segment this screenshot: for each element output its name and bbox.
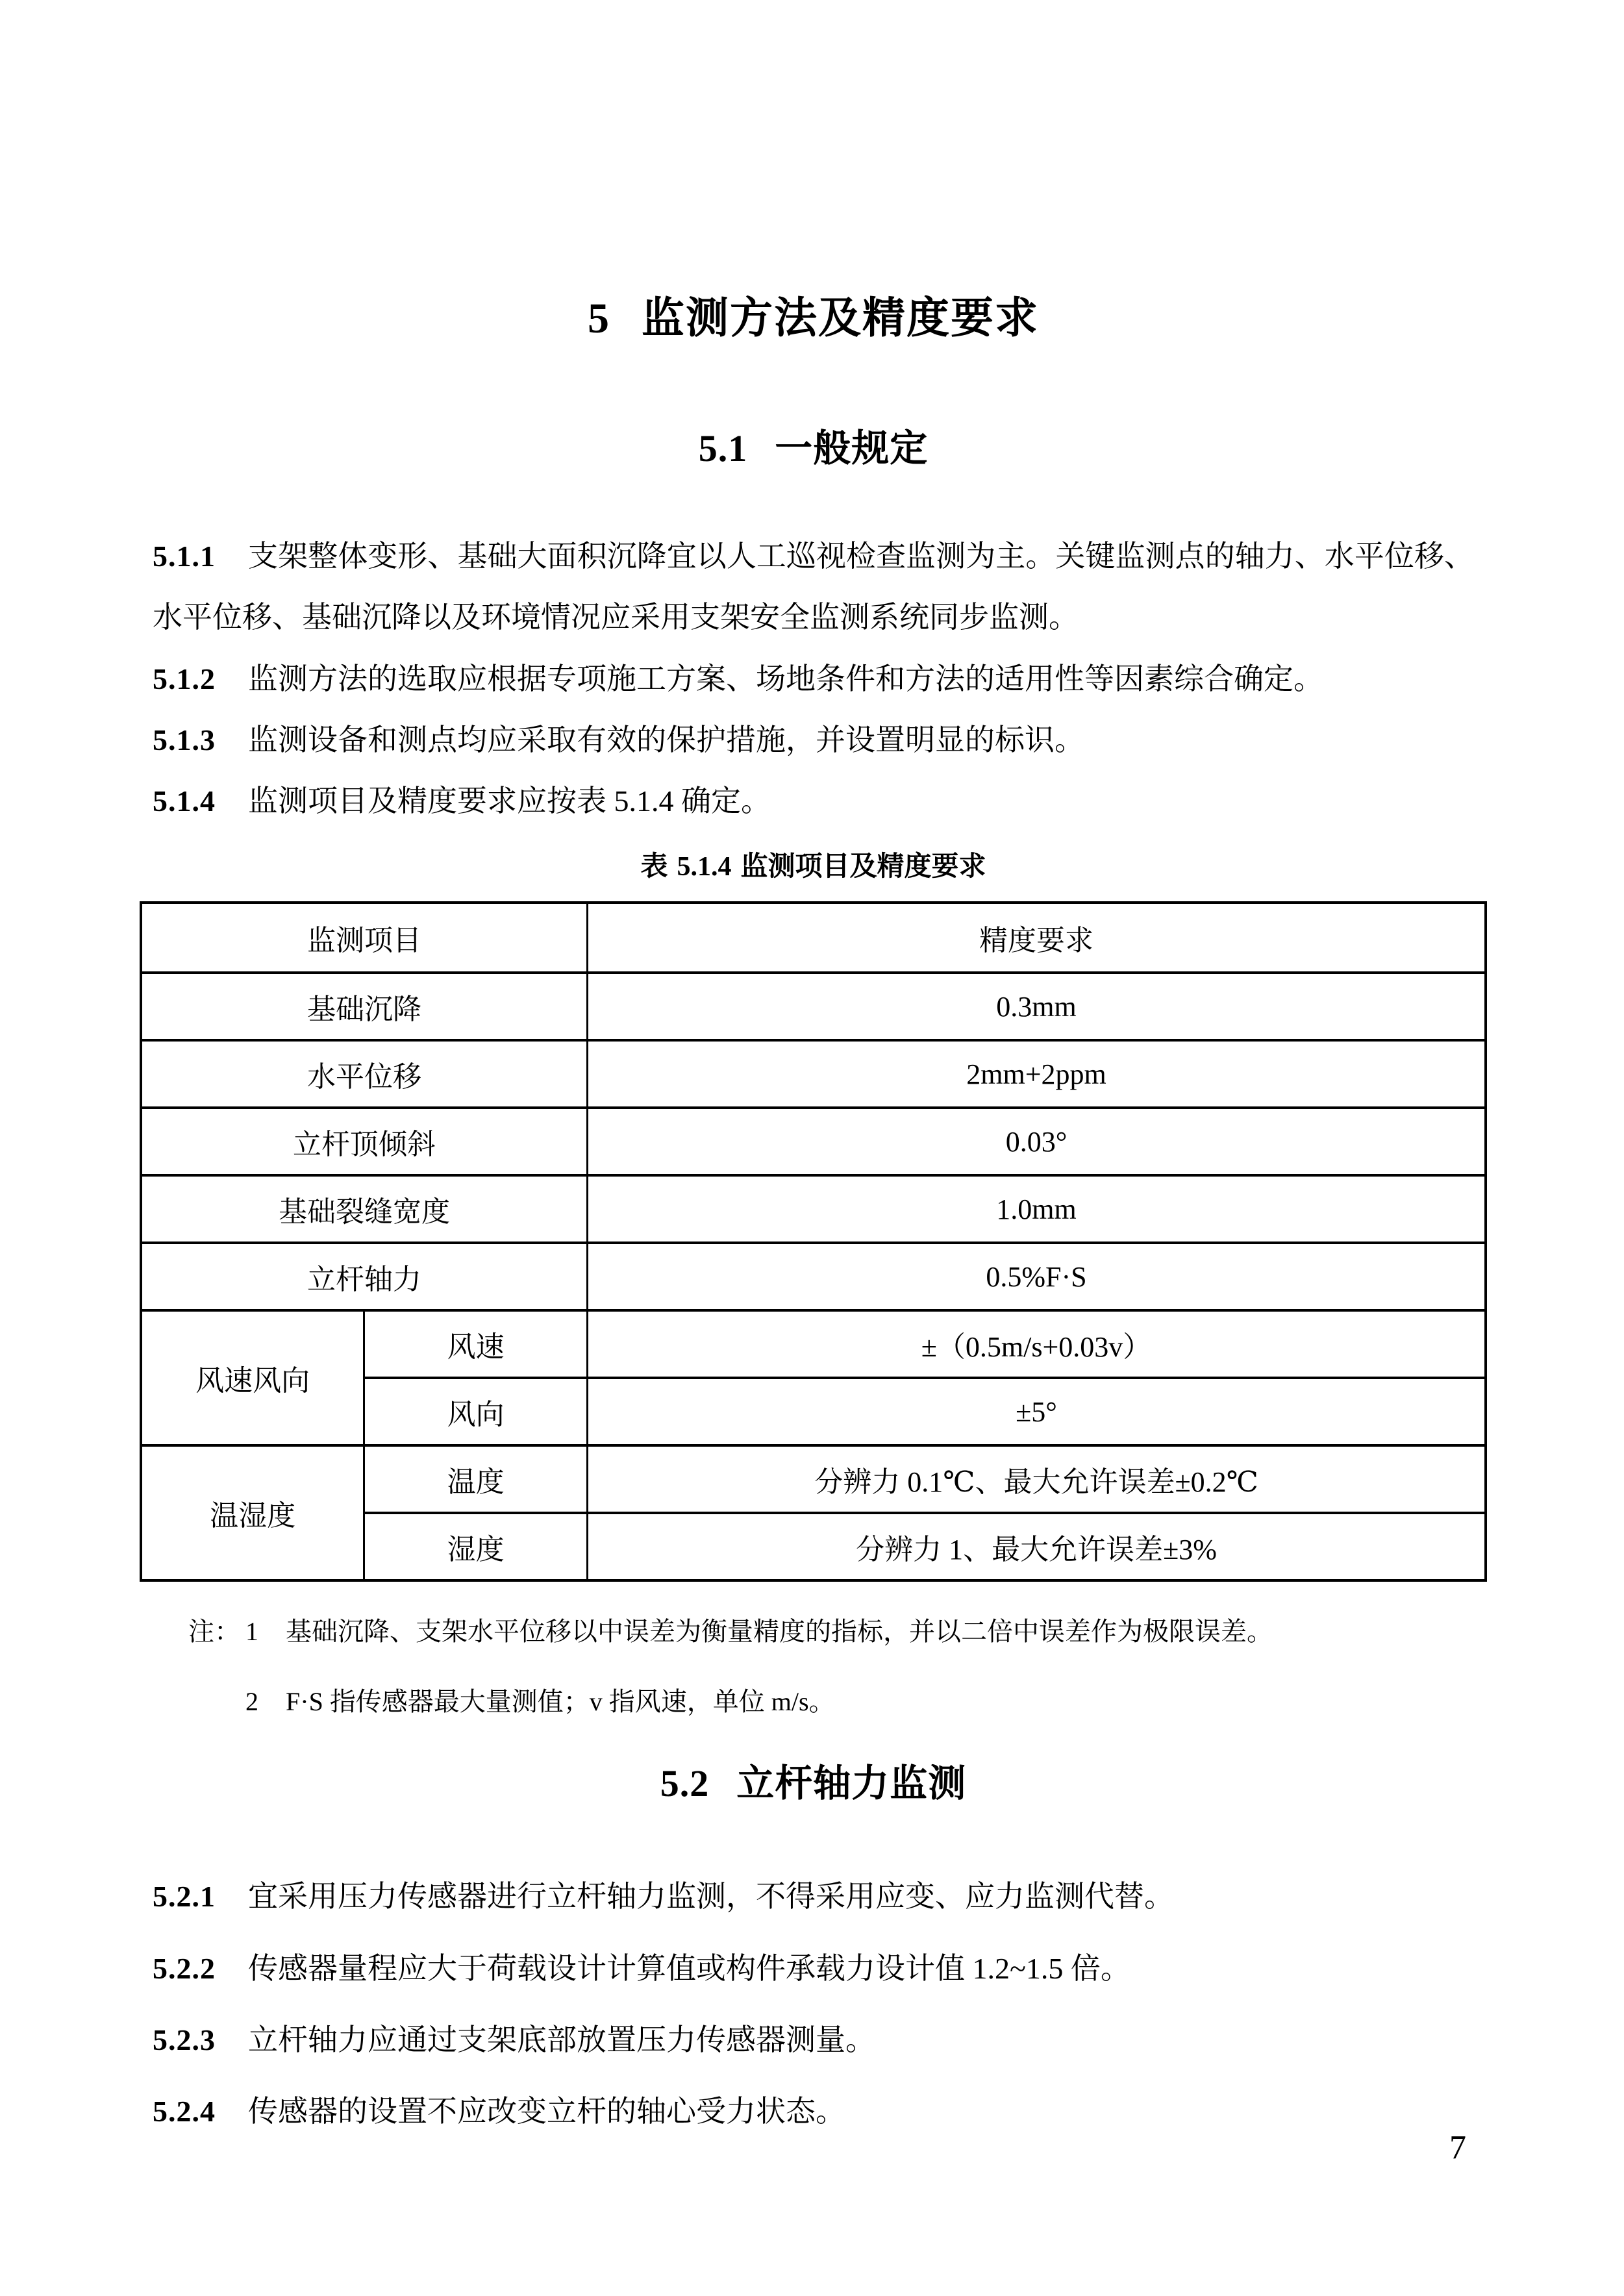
- note-label: 注：: [188, 1617, 240, 1647]
- section-5-2-number: 5.2: [660, 1762, 710, 1805]
- section-5-2-clauses: [153, 1866, 1474, 2142]
- table-note-2: [188, 1679, 1474, 1725]
- clause-5-1-2-number: 5.1.2: [153, 662, 216, 695]
- clause-5-2-4-number: 5.2.4: [153, 2095, 216, 2128]
- chapter-title: 监测方法及精度要求: [642, 295, 1039, 342]
- cell-sub-item: 风向: [364, 1378, 588, 1445]
- table-note-1: [188, 1609, 1474, 1654]
- cell-req: 0.03°: [588, 1108, 1486, 1175]
- page-number: 7: [1449, 2129, 1466, 2166]
- chapter-heading: [153, 291, 1474, 347]
- table-header-row: [141, 903, 1486, 973]
- chapter-number: 5: [588, 295, 610, 342]
- clause-5-1-3-number: 5.1.3: [153, 723, 216, 756]
- section-5-1-clauses: [153, 526, 1474, 832]
- table-row-temperature: [141, 1445, 1486, 1513]
- cell-req: 1.0mm: [588, 1175, 1486, 1243]
- cell-req: 分辨力 1、最大允许误差±3%: [588, 1513, 1486, 1580]
- precision-requirements-table: [140, 901, 1487, 1582]
- cell-sub-item: 温度: [364, 1445, 588, 1513]
- clause-5-1-3: [153, 710, 1474, 771]
- clause-5-2-2: [153, 1938, 1474, 1999]
- cell-item: 水平位移: [141, 1040, 588, 1108]
- header-cell-item: 监测项目: [141, 903, 588, 973]
- clause-5-1-2-text: 监测方法的选取应根据专项施工方案、场地条件和方法的适用性等因素综合确定。: [248, 662, 1323, 695]
- clause-5-2-3: [153, 2010, 1474, 2071]
- group-cell-temp-humidity: 温湿度: [141, 1445, 364, 1580]
- section-5-1-heading: [153, 423, 1474, 474]
- table-row-settlement: [141, 973, 1486, 1040]
- clause-5-1-3-text: 监测设备和测点均应采取有效的保护措施，并设置明显的标识。: [248, 723, 1084, 756]
- cell-item: 基础沉降: [141, 973, 588, 1040]
- clause-5-2-4: [153, 2081, 1474, 2142]
- table-caption-number: 5.1.4: [677, 851, 732, 882]
- clause-5-1-4-text: 监测项目及精度要求应按表 5.1.4 确定。: [248, 784, 771, 818]
- section-5-2-heading: [153, 1758, 1474, 1809]
- header-cell-req: 精度要求: [588, 903, 1486, 973]
- clause-5-2-1: [153, 1866, 1474, 1927]
- note-2-number: 2: [245, 1687, 258, 1717]
- cell-item: 立杆顶倾斜: [141, 1108, 588, 1175]
- section-5-1-number: 5.1: [698, 427, 748, 469]
- table-caption-title: 监测项目及精度要求: [740, 851, 986, 882]
- table-row-crack-width: [141, 1175, 1486, 1243]
- clause-5-2-2-number: 5.2.2: [153, 1951, 216, 1985]
- clause-5-2-3-number: 5.2.3: [153, 2023, 216, 2057]
- clause-5-1-1-text: 支架整体变形、基础大面积沉降宜以人工巡视检查监测为主。关键监测点的轴力、水平位移、水平位移、基础沉降以及环境情况应采用支架安全监测系统同步监测。: [153, 540, 1474, 634]
- clause-5-2-1-number: 5.2.1: [153, 1880, 216, 1914]
- clause-5-1-2: [153, 649, 1474, 710]
- clause-5-2-3-text: 立杆轴力应通过支架底部放置压力传感器测量。: [248, 2023, 875, 2057]
- table-caption-prefix: 表: [640, 851, 668, 882]
- table-row-pole-axial-force: [141, 1243, 1486, 1310]
- group-cell-wind: 风速风向: [141, 1310, 364, 1445]
- clause-5-1-4: [153, 771, 1474, 832]
- section-5-2-title: 立杆轴力监测: [736, 1762, 967, 1805]
- table-notes: [153, 1609, 1474, 1725]
- cell-req: ±（0.5m/s+0.03v）: [588, 1310, 1486, 1378]
- cell-req: 2mm+2ppm: [588, 1040, 1486, 1108]
- cell-req: 0.3mm: [588, 973, 1486, 1040]
- table-row-wind-speed: [141, 1310, 1486, 1378]
- cell-req: 分辨力 0.1℃、最大允许误差±0.2℃: [588, 1445, 1486, 1513]
- cell-sub-item: 风速: [364, 1310, 588, 1378]
- clause-5-2-1-text: 宜采用压力传感器进行立杆轴力监测，不得采用应变、应力监测代替。: [248, 1880, 1174, 1914]
- cell-req: ±5°: [588, 1378, 1486, 1445]
- table-caption: [153, 849, 1474, 885]
- clause-5-1-1-number: 5.1.1: [153, 540, 216, 573]
- clause-5-2-2-text: 传感器量程应大于荷载设计计算值或构件承载力设计值 1.2~1.5 倍。: [248, 1951, 1131, 1985]
- clause-5-1-1: [153, 526, 1474, 649]
- cell-item: 基础裂缝宽度: [141, 1175, 588, 1243]
- clause-5-2-4-text: 传感器的设置不应改变立杆的轴心受力状态。: [248, 2095, 845, 2128]
- section-5-1-title: 一般规定: [775, 427, 929, 469]
- clause-5-1-4-number: 5.1.4: [153, 784, 216, 818]
- cell-sub-item: 湿度: [364, 1513, 588, 1580]
- table-row-pole-tilt: [141, 1108, 1486, 1175]
- table-row-horizontal-displacement: [141, 1040, 1486, 1108]
- note-1-number: 1: [245, 1617, 258, 1647]
- note-2-text: F·S 指传感器最大量测值；v 指风速，单位 m/s。: [286, 1687, 835, 1717]
- cell-item: 立杆轴力: [141, 1243, 588, 1310]
- note-1-text: 基础沉降、支架水平位移以中误差为衡量精度的指标，并以二倍中误差作为极限误差。: [286, 1617, 1273, 1647]
- cell-req: 0.5%F·S: [588, 1243, 1486, 1310]
